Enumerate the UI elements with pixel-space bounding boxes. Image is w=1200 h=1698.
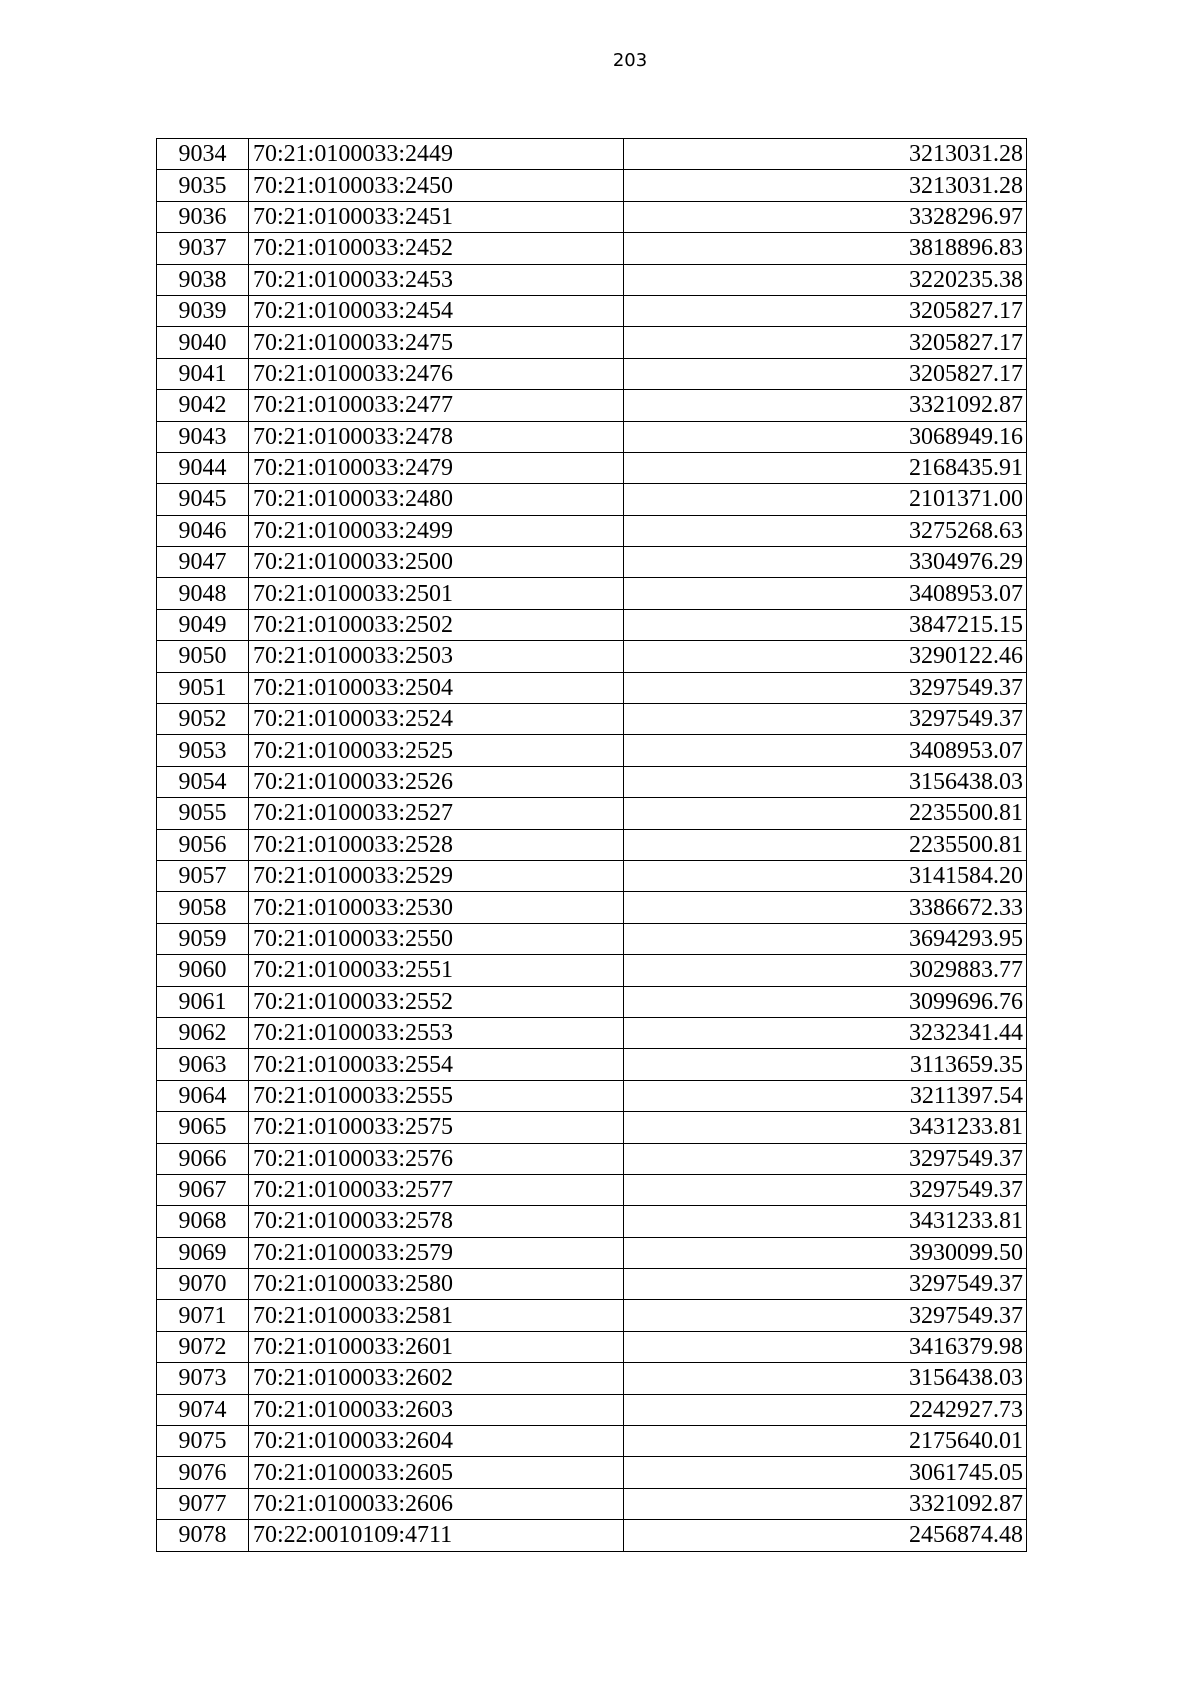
row-number: 9069 — [157, 1237, 249, 1268]
row-number: 9070 — [157, 1269, 249, 1300]
cadastral-value: 3099696.76 — [624, 986, 1027, 1017]
row-number: 9052 — [157, 704, 249, 735]
cadastral-number: 70:21:0100033:2581 — [249, 1300, 624, 1331]
cadastral-number: 70:21:0100033:2579 — [249, 1237, 624, 1268]
table-row — [157, 609, 1027, 640]
cadastral-number: 70:21:0100033:2606 — [249, 1488, 624, 1519]
row-number: 9055 — [157, 798, 249, 829]
row-number: 9045 — [157, 484, 249, 515]
row-number: 9060 — [157, 955, 249, 986]
cadastral-number: 70:21:0100033:2501 — [249, 578, 624, 609]
cadastral-value: 3321092.87 — [624, 390, 1027, 421]
cadastral-value: 3847215.15 — [624, 609, 1027, 640]
table-row — [157, 798, 1027, 829]
cadastral-number: 70:21:0100033:2451 — [249, 201, 624, 232]
cadastral-value: 3304976.29 — [624, 547, 1027, 578]
table-row — [157, 578, 1027, 609]
cadastral-number: 70:21:0100033:2504 — [249, 672, 624, 703]
table-row — [157, 672, 1027, 703]
row-number: 9064 — [157, 1080, 249, 1111]
cadastral-number: 70:21:0100033:2503 — [249, 641, 624, 672]
cadastral-value: 3205827.17 — [624, 327, 1027, 358]
cadastral-value: 3694293.95 — [624, 923, 1027, 954]
page-number: 203 — [612, 50, 648, 71]
cadastral-value: 3297549.37 — [624, 1269, 1027, 1300]
cadastral-number: 70:21:0100033:2452 — [249, 233, 624, 264]
cadastral-value: 3156438.03 — [624, 1363, 1027, 1394]
cadastral-number: 70:21:0100033:2453 — [249, 264, 624, 295]
table-row — [157, 1049, 1027, 1080]
table-row — [157, 1143, 1027, 1174]
table-row — [157, 390, 1027, 421]
row-number: 9038 — [157, 264, 249, 295]
cadastral-number: 70:21:0100033:2449 — [249, 139, 624, 170]
cadastral-value: 2242927.73 — [624, 1394, 1027, 1425]
cadastral-number: 70:21:0100033:2502 — [249, 609, 624, 640]
cadastral-number: 70:21:0100033:2576 — [249, 1143, 624, 1174]
table-body — [157, 139, 1027, 1552]
cadastral-number: 70:21:0100033:2527 — [249, 798, 624, 829]
cadastral-value: 3205827.17 — [624, 295, 1027, 326]
cadastral-value: 3156438.03 — [624, 766, 1027, 797]
table-row — [157, 484, 1027, 515]
cadastral-value: 3029883.77 — [624, 955, 1027, 986]
row-number: 9077 — [157, 1488, 249, 1519]
cadastral-number: 70:21:0100033:2555 — [249, 1080, 624, 1111]
cadastral-number: 70:21:0100033:2578 — [249, 1206, 624, 1237]
cadastral-value: 3141584.20 — [624, 860, 1027, 891]
row-number: 9073 — [157, 1363, 249, 1394]
cadastral-value: 3431233.81 — [624, 1206, 1027, 1237]
cadastral-number: 70:21:0100033:2476 — [249, 358, 624, 389]
cadastral-number: 70:21:0100033:2604 — [249, 1426, 624, 1457]
cadastral-number: 70:21:0100033:2526 — [249, 766, 624, 797]
row-number: 9065 — [157, 1112, 249, 1143]
cadastral-number: 70:21:0100033:2525 — [249, 735, 624, 766]
row-number: 9062 — [157, 1017, 249, 1048]
cadastral-value: 3431233.81 — [624, 1112, 1027, 1143]
cadastral-value: 3297549.37 — [624, 1174, 1027, 1205]
table-row — [157, 452, 1027, 483]
row-number: 9037 — [157, 233, 249, 264]
table-row — [157, 201, 1027, 232]
row-number: 9040 — [157, 327, 249, 358]
cadastral-number: 70:21:0100033:2479 — [249, 452, 624, 483]
cadastral-number: 70:21:0100033:2552 — [249, 986, 624, 1017]
cadastral-number: 70:21:0100033:2528 — [249, 829, 624, 860]
cadastral-value: 3290122.46 — [624, 641, 1027, 672]
row-number: 9039 — [157, 295, 249, 326]
row-number: 9057 — [157, 860, 249, 891]
cadastral-number: 70:21:0100033:2605 — [249, 1457, 624, 1488]
table-row — [157, 1174, 1027, 1205]
row-number: 9046 — [157, 515, 249, 546]
cadastral-value: 3386672.33 — [624, 892, 1027, 923]
table-row — [157, 1017, 1027, 1048]
cadastral-value: 3408953.07 — [624, 578, 1027, 609]
table-row — [157, 923, 1027, 954]
cadastral-value: 3408953.07 — [624, 735, 1027, 766]
table-row — [157, 1426, 1027, 1457]
table-row — [157, 1112, 1027, 1143]
cadastral-value: 3328296.97 — [624, 201, 1027, 232]
table-row — [157, 1394, 1027, 1425]
cadastral-value: 3818896.83 — [624, 233, 1027, 264]
table-row — [157, 1488, 1027, 1519]
table-row — [157, 1237, 1027, 1268]
table-row — [157, 295, 1027, 326]
row-number: 9063 — [157, 1049, 249, 1080]
row-number: 9067 — [157, 1174, 249, 1205]
cadastral-value: 2175640.01 — [624, 1426, 1027, 1457]
row-number: 9049 — [157, 609, 249, 640]
table-row — [157, 139, 1027, 170]
cadastral-value: 3113659.35 — [624, 1049, 1027, 1080]
row-number: 9044 — [157, 452, 249, 483]
row-number: 9071 — [157, 1300, 249, 1331]
cadastral-number: 70:21:0100033:2530 — [249, 892, 624, 923]
table-row — [157, 1080, 1027, 1111]
table-row — [157, 829, 1027, 860]
row-number: 9078 — [157, 1520, 249, 1551]
cadastral-number: 70:21:0100033:2477 — [249, 390, 624, 421]
cadastral-number: 70:21:0100033:2550 — [249, 923, 624, 954]
row-number: 9050 — [157, 641, 249, 672]
table-row — [157, 766, 1027, 797]
row-number: 9076 — [157, 1457, 249, 1488]
table-row — [157, 892, 1027, 923]
table-row — [157, 1331, 1027, 1362]
cadastral-value: 3061745.05 — [624, 1457, 1027, 1488]
cadastral-value: 3297549.37 — [624, 1143, 1027, 1174]
table-row — [157, 358, 1027, 389]
table-row — [157, 515, 1027, 546]
table-row — [157, 1269, 1027, 1300]
row-number: 9043 — [157, 421, 249, 452]
cadastral-number: 70:21:0100033:2529 — [249, 860, 624, 891]
cadastral-value: 3297549.37 — [624, 672, 1027, 703]
cadastral-number: 70:21:0100033:2499 — [249, 515, 624, 546]
cadastral-value: 2101371.00 — [624, 484, 1027, 515]
table-row — [157, 327, 1027, 358]
cadastral-number: 70:21:0100033:2524 — [249, 704, 624, 735]
table-row — [157, 233, 1027, 264]
table-row — [157, 860, 1027, 891]
cadastral-number: 70:21:0100033:2480 — [249, 484, 624, 515]
table-row — [157, 986, 1027, 1017]
table-row — [157, 1520, 1027, 1551]
cadastral-value: 2235500.81 — [624, 798, 1027, 829]
cadastral-number: 70:21:0100033:2551 — [249, 955, 624, 986]
cadastral-value: 3297549.37 — [624, 1300, 1027, 1331]
cadastral-value: 3297549.37 — [624, 704, 1027, 735]
cadastral-value: 3416379.98 — [624, 1331, 1027, 1362]
row-number: 9054 — [157, 766, 249, 797]
row-number: 9035 — [157, 170, 249, 201]
table-row — [157, 1206, 1027, 1237]
row-number: 9051 — [157, 672, 249, 703]
table-row — [157, 1457, 1027, 1488]
row-number: 9042 — [157, 390, 249, 421]
table-row — [157, 547, 1027, 578]
row-number: 9068 — [157, 1206, 249, 1237]
cadastral-value: 2456874.48 — [624, 1520, 1027, 1551]
cadastral-number: 70:21:0100033:2450 — [249, 170, 624, 201]
row-number: 9075 — [157, 1426, 249, 1457]
table-row — [157, 1363, 1027, 1394]
cadastral-number: 70:21:0100033:2580 — [249, 1269, 624, 1300]
row-number: 9047 — [157, 547, 249, 578]
cadastral-number: 70:21:0100033:2475 — [249, 327, 624, 358]
row-number: 9066 — [157, 1143, 249, 1174]
cadastral-number: 70:21:0100033:2602 — [249, 1363, 624, 1394]
table-row — [157, 641, 1027, 672]
row-number: 9072 — [157, 1331, 249, 1362]
table-row — [157, 264, 1027, 295]
table-row — [157, 421, 1027, 452]
cadastral-value: 3211397.54 — [624, 1080, 1027, 1111]
table-row — [157, 735, 1027, 766]
cadastral-value: 3213031.28 — [624, 170, 1027, 201]
table-row — [157, 170, 1027, 201]
cadastral-value: 3068949.16 — [624, 421, 1027, 452]
cadastral-number: 70:21:0100033:2478 — [249, 421, 624, 452]
row-number: 9048 — [157, 578, 249, 609]
cadastral-number: 70:21:0100033:2601 — [249, 1331, 624, 1362]
cadastral-value: 3275268.63 — [624, 515, 1027, 546]
cadastral-value-table — [156, 138, 1027, 1552]
row-number: 9061 — [157, 986, 249, 1017]
cadastral-number: 70:21:0100033:2603 — [249, 1394, 624, 1425]
cadastral-value: 3232341.44 — [624, 1017, 1027, 1048]
cadastral-number: 70:21:0100033:2577 — [249, 1174, 624, 1205]
table-row — [157, 1300, 1027, 1331]
table-row — [157, 704, 1027, 735]
cadastral-value: 3213031.28 — [624, 139, 1027, 170]
cadastral-value: 3321092.87 — [624, 1488, 1027, 1519]
cadastral-value: 3220235.38 — [624, 264, 1027, 295]
row-number: 9059 — [157, 923, 249, 954]
row-number: 9053 — [157, 735, 249, 766]
row-number: 9058 — [157, 892, 249, 923]
row-number: 9036 — [157, 201, 249, 232]
cadastral-number: 70:21:0100033:2454 — [249, 295, 624, 326]
row-number: 9056 — [157, 829, 249, 860]
row-number: 9034 — [157, 139, 249, 170]
cadastral-number: 70:21:0100033:2554 — [249, 1049, 624, 1080]
cadastral-value: 2235500.81 — [624, 829, 1027, 860]
cadastral-value: 2168435.91 — [624, 452, 1027, 483]
cadastral-number: 70:22:0010109:4711 — [249, 1520, 624, 1551]
row-number: 9074 — [157, 1394, 249, 1425]
table-row — [157, 955, 1027, 986]
cadastral-value: 3205827.17 — [624, 358, 1027, 389]
cadastral-number: 70:21:0100033:2500 — [249, 547, 624, 578]
cadastral-number: 70:21:0100033:2553 — [249, 1017, 624, 1048]
row-number: 9041 — [157, 358, 249, 389]
cadastral-number: 70:21:0100033:2575 — [249, 1112, 624, 1143]
cadastral-value: 3930099.50 — [624, 1237, 1027, 1268]
